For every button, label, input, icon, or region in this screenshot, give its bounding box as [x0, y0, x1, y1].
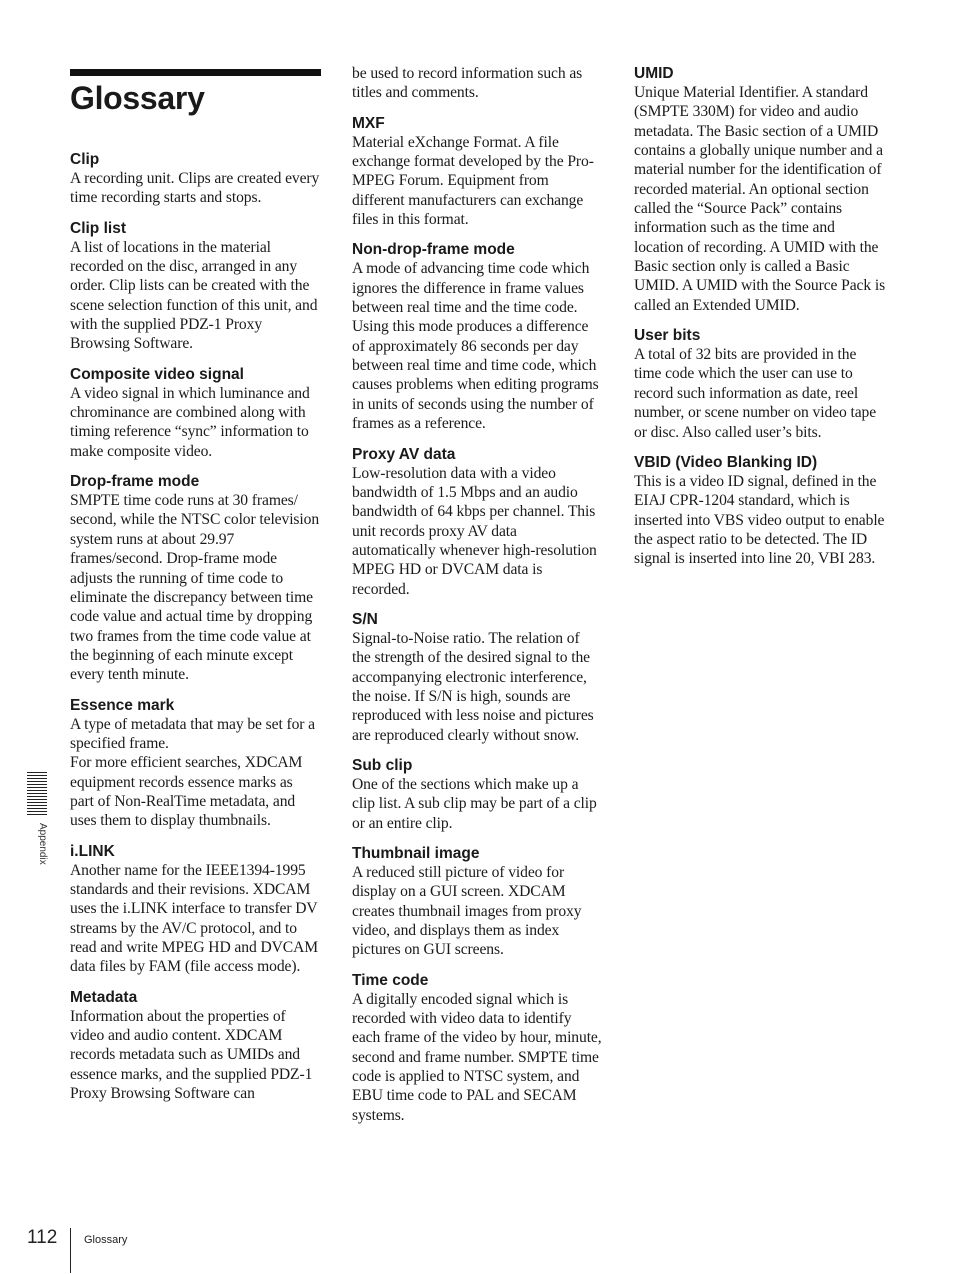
entry-metadata — [70, 988, 320, 1104]
footer-section-name: Glossary — [84, 1234, 128, 1246]
entry-mxf — [352, 114, 602, 230]
term: Time code — [352, 971, 429, 989]
definition: A video signal in which luminance and chrominance are combined along with timing reference “sync” information to make composite video. — [70, 384, 310, 460]
entry-drop-frame-mode — [70, 472, 320, 684]
term: S/N — [352, 610, 378, 628]
definition: One of the sections which make up a clip list. A sub clip may be part of a clip or an entire clip. — [352, 775, 597, 832]
entry-composite-video-signal — [70, 365, 320, 461]
side-tab-label: Appendix — [37, 823, 48, 865]
entry-clip — [70, 150, 320, 208]
entry-time-code — [352, 971, 602, 1125]
definition: This is a video ID signal, defined in the EIAJ CPR-1204 standard, which is inserted into VBS video output to enable the aspect ratio to be detected. The ID signal is inserted into line 20, VBI 283. — [634, 472, 885, 568]
definition: Material eXchange Format. A file exchange format developed by the Pro-MPEG Forum. Equipment from different manufacturers can exchange files in this format. — [352, 133, 594, 229]
term: Non-drop-frame mode — [352, 241, 515, 259]
column-1 — [70, 150, 320, 1114]
entry-user-bits — [634, 326, 886, 442]
entry-proxy-av-data — [352, 445, 602, 599]
entry-umid — [634, 64, 886, 315]
term: Clip — [70, 151, 100, 168]
definition: A recording unit. Clips are created every time recording starts and stops. — [70, 170, 320, 207]
definition: A mode of advancing time code which ignores the difference in frame values between real time and the time code. Using this mode produces a difference of approximately 86 seconds per day between real time and time code, which causes problems when editing programs in units of seconds using the number of frames as a reference. — [352, 260, 599, 433]
definition: A list of locations in the material recorded on the disc, arranged in any order. Clip lists can be created with the scene selection function of this unit, and with the supplied PDZ-1 Proxy Browsing Software. — [70, 238, 318, 353]
page-number: 112 — [27, 1227, 58, 1248]
term: Sub clip — [352, 756, 413, 774]
definition: Low-resolution data with a video bandwidth of 1.5 Mbps and an audio bandwidth of 64 kbps per channel. This unit records proxy AV data automatically whenever high-resolution MPEG HD or DVCAM data is recorded. — [352, 464, 597, 598]
definition: Signal-to-Noise ratio. The relation of the strength of the desired signal to the accompanying electronic interference, the noise. If S/N is high, sounds are reproduced with less noise and pictures are reproduced clearly without snow. — [352, 629, 594, 744]
definition: A reduced still picture of video for display on a GUI screen. XDCAM creates thumbnail images from proxy video, and displays them as index pictures on GUI screens. — [352, 864, 582, 959]
column-3 — [634, 64, 886, 580]
term: Drop-frame mode — [70, 473, 200, 491]
definition: Unique Material Identifier. A standard (SMPTE 330M) for video and audio metadata. The Basic section of a UMID contains a globally unique number and a material number for the identification of recorded material. An optional section called the “Source Pack” contains information such as the time and location of recording. A UMID with the Basic section only is called a Basic UMID. A UMID with the Source Pack is called an Extended UMID. — [634, 84, 886, 314]
term: Composite video signal — [70, 365, 244, 383]
term: i.LINK — [70, 842, 115, 860]
entry-sub-clip — [352, 756, 602, 833]
term: UMID — [634, 65, 674, 82]
term: Clip list — [70, 219, 126, 237]
column-2 — [352, 64, 602, 1136]
definition: A total of 32 bits are provided in the time code which the user can use to record such information as date, reel number, or scene number on video tape or disc. Also called user’s bits. — [634, 346, 877, 441]
definition: Another name for the IEEE1394-1995 standards and their revisions. XDCAM uses the i.LINK interface to transfer DV streams by the AV/C protocol, and to read and write MPEG HD and DVCAM data files by FAM (file access mode). — [70, 861, 318, 976]
entry-ilink — [70, 842, 320, 977]
term: Metadata — [70, 988, 138, 1006]
definition-continued: For more efficient searches, XDCAM equipment records essence marks as part of Non-RealTime metadata, and uses them to display thumbnails. — [70, 754, 303, 830]
term: Essence mark — [70, 696, 175, 714]
section-thumb-tab — [27, 772, 47, 816]
definition: Information about the properties of video and audio content. XDCAM records metadata such as UMIDs and essence marks, and the supplied PDZ-1 Proxy Browsing Software can — [70, 1007, 313, 1103]
title-rule — [70, 69, 321, 76]
term: User bits — [634, 327, 701, 345]
term: Proxy AV data — [352, 445, 456, 463]
entry-essence-mark — [70, 696, 320, 831]
entry-clip-list — [70, 219, 320, 354]
definition: SMPTE time code runs at 30 frames/ second, while the NTSC color television system runs at about 29.97 frames/second. Drop-frame mode adjusts the running of time code to eliminate the discrepancy between time code value and actual time by dropping two frames from the time code value at the beginning of each minute except every tenth minute. — [70, 492, 320, 684]
term: MXF — [352, 114, 385, 132]
page-title: Glossary — [70, 80, 205, 116]
entry-s-n — [352, 610, 602, 745]
definition: A digitally encoded signal which is recorded with video data to identify each frame of the video by hour, minute, second and frame number. SMPTE time code is applied to NTSC system, and EBU time code to PAL and SECAM systems. — [352, 990, 602, 1124]
term: Thumbnail image — [352, 845, 480, 862]
entry-non-drop-frame-mode — [352, 240, 602, 433]
footer-divider — [70, 1228, 71, 1273]
term: VBID (Video Blanking ID) — [634, 453, 818, 471]
entry-thumbnail-image — [352, 844, 602, 960]
entry-vbid — [634, 453, 886, 569]
definition-continued: be used to record information such as titles and comments. — [352, 65, 583, 102]
definition: A type of metadata that may be set for a specified frame. — [70, 715, 315, 752]
